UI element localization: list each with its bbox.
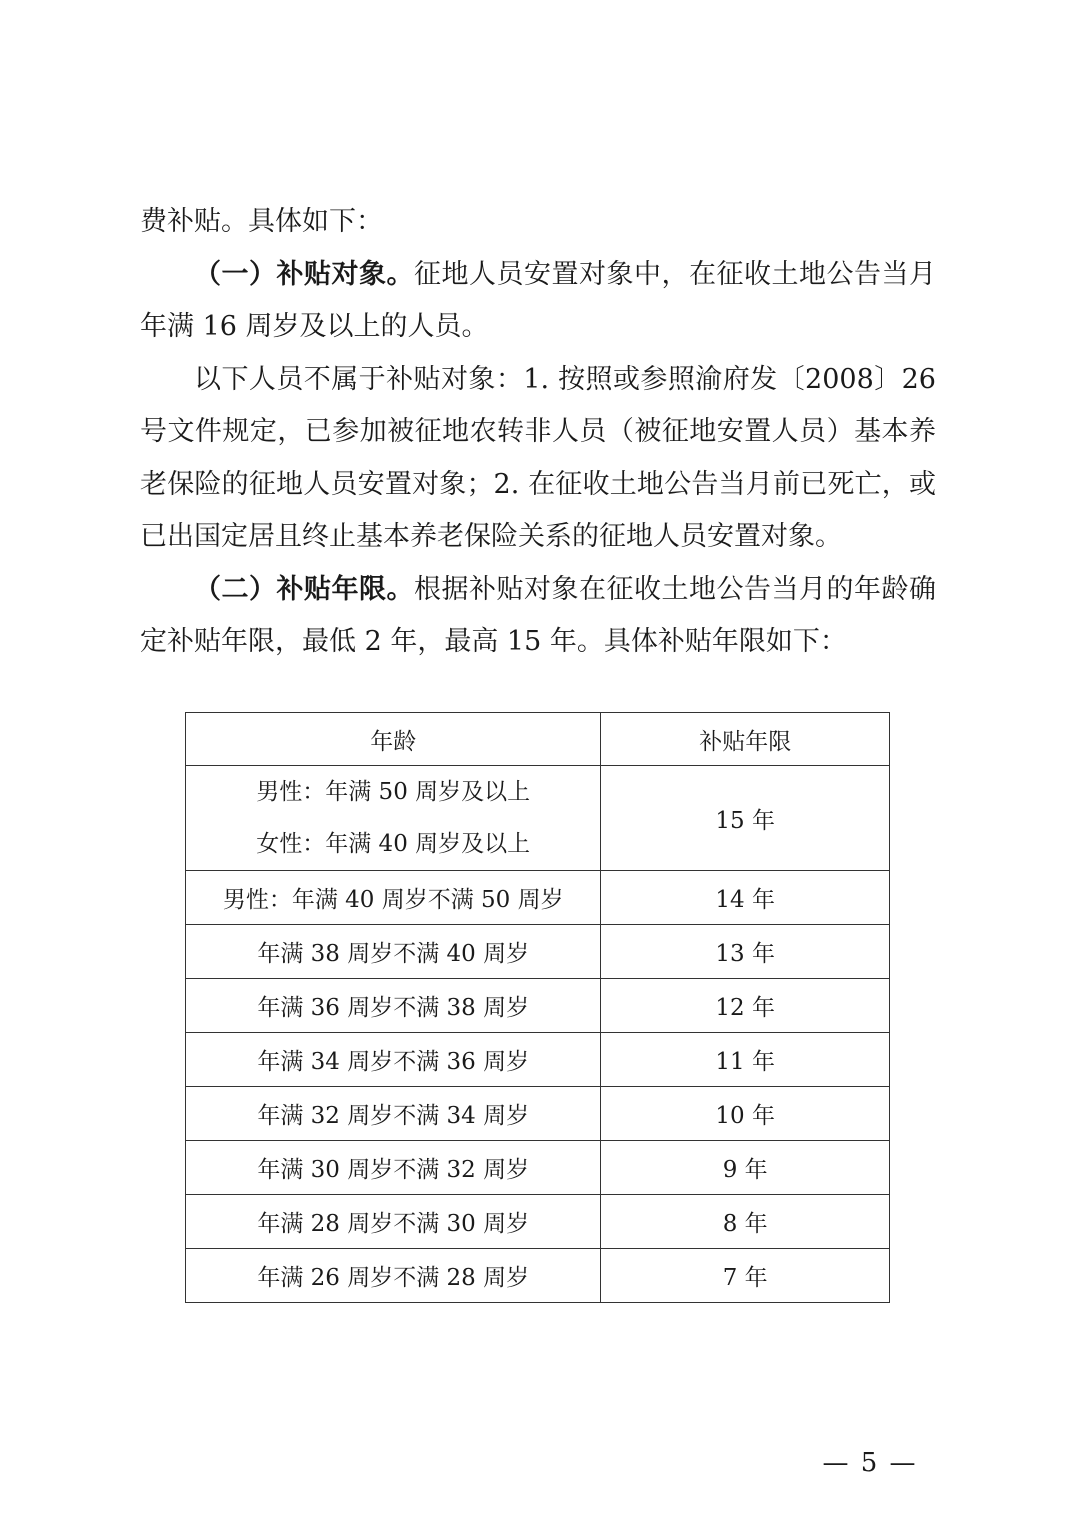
age-line-male: 男性：年满 50 周岁及以上 bbox=[256, 779, 531, 805]
table-row bbox=[186, 925, 890, 979]
years-cell: 13 年 bbox=[601, 925, 890, 979]
subsidy-years-table bbox=[185, 712, 890, 1303]
years-cell: 12 年 bbox=[601, 979, 890, 1033]
years-cell: 15 年 bbox=[601, 766, 890, 871]
table-row bbox=[186, 871, 890, 925]
table-row bbox=[186, 979, 890, 1033]
age-line-female: 女性：年满 40 周岁及以上 bbox=[256, 831, 531, 857]
paragraph-exclusions: 以下人员不属于补贴对象：1. 按照或参照渝府发〔2008〕26 号文件规定，已参加被征地农转非人员（被征地安置人员）基本养老保险的征地人员安置对象；2. 在征收土地公告当月前已死亡，或已出国定居且终止基本养老保险关系的征地人员安置对象。 bbox=[140, 363, 936, 552]
age-cell: 年满 30 周岁不满 32 周岁 bbox=[186, 1141, 601, 1195]
paragraph-subsidy-target bbox=[140, 249, 936, 354]
paragraph-subsidy-years bbox=[140, 564, 936, 669]
years-cell: 14 年 bbox=[601, 871, 890, 925]
age-cell: 年满 34 周岁不满 36 周岁 bbox=[186, 1033, 601, 1087]
table-row bbox=[186, 1195, 890, 1249]
table-header-row bbox=[186, 713, 890, 766]
paragraph-intro: 费补贴。具体如下： bbox=[140, 206, 383, 237]
header-subsidy-years: 补贴年限 bbox=[601, 713, 890, 766]
table-row bbox=[186, 1141, 890, 1195]
age-cell: 年满 26 周岁不满 28 周岁 bbox=[186, 1249, 601, 1303]
table-row bbox=[186, 1033, 890, 1087]
section-heading-subsidy-years: （二）补贴年限。 bbox=[194, 573, 414, 605]
years-cell: 7 年 bbox=[601, 1249, 890, 1303]
years-cell: 11 年 bbox=[601, 1033, 890, 1087]
section-body-subsidy-years: 根据补贴对象在征收土地公告当月的年龄确定补贴年限，最低 2 年，最高 15 年。具体补贴年限如下： bbox=[140, 573, 936, 657]
body-text bbox=[140, 196, 936, 669]
years-cell: 8 年 bbox=[601, 1195, 890, 1249]
age-cell: 年满 38 周岁不满 40 周岁 bbox=[186, 925, 601, 979]
table-row bbox=[186, 1087, 890, 1141]
subsidy-table-container bbox=[185, 712, 890, 1303]
section-heading-subsidy-target: （一）补贴对象。 bbox=[194, 258, 414, 290]
table-row bbox=[186, 1249, 890, 1303]
years-cell: 9 年 bbox=[601, 1141, 890, 1195]
header-age: 年龄 bbox=[186, 713, 601, 766]
age-cell: 男性：年满 40 周岁不满 50 周岁 bbox=[186, 871, 601, 925]
page-number: — 5 — bbox=[822, 1448, 918, 1478]
section-body-subsidy-target: 征地人员安置对象中，在征收土地公告当月年满 16 周岁及以上的人员。 bbox=[140, 258, 936, 342]
years-cell: 10 年 bbox=[601, 1087, 890, 1141]
age-cell: 年满 32 周岁不满 34 周岁 bbox=[186, 1087, 601, 1141]
age-cell bbox=[186, 766, 601, 871]
age-cell: 年满 36 周岁不满 38 周岁 bbox=[186, 979, 601, 1033]
table-row bbox=[186, 766, 890, 871]
age-cell: 年满 28 周岁不满 30 周岁 bbox=[186, 1195, 601, 1249]
